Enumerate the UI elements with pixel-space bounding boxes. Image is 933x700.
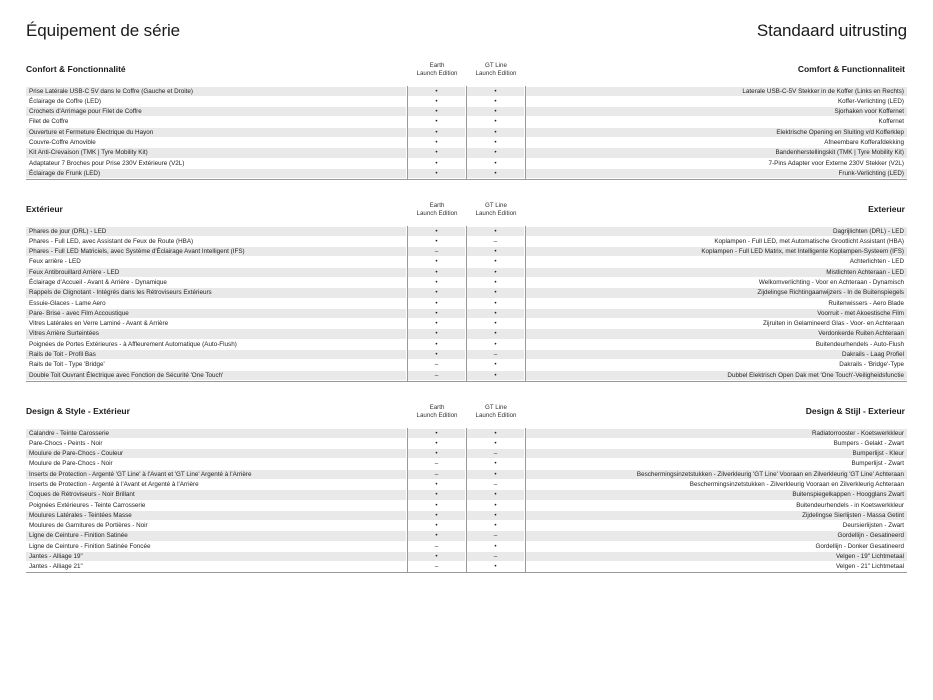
value-earth: • xyxy=(408,148,465,157)
column-divider xyxy=(466,86,467,179)
feature-nl: Voorruit - met Akoestische Film xyxy=(526,309,907,318)
value-earth: • xyxy=(435,237,438,245)
column-header-b xyxy=(467,202,525,218)
feature-nl: Ruitenwissers - Aero Blade xyxy=(828,299,904,307)
feature-fr: Phares de jour (DRL) - LED xyxy=(26,227,406,236)
value-earth: • xyxy=(408,449,465,458)
section-header xyxy=(26,404,907,428)
feature-fr: Ouverture et Fermeture Électrique du Hayon xyxy=(26,128,406,137)
feature-fr: Inserts de Protection - Argenté à l'Avant et Argenté à l'Arrière xyxy=(29,480,199,488)
feature-nl: Velgen - 21" Lichtmetaal xyxy=(835,563,904,571)
column-divider xyxy=(407,86,408,179)
spec-rows xyxy=(26,428,907,572)
feature-fr: Poignées Extérieures - Teinte Carrosserie xyxy=(29,501,146,509)
feature-fr: Moulure de Pare-Chocs - Couleur xyxy=(26,449,406,458)
value-gt-line: • xyxy=(467,371,524,380)
value-gt-line: • xyxy=(494,138,497,146)
value-earth: • xyxy=(435,501,438,509)
column-header-b xyxy=(467,62,525,78)
column-header-line: Launch Edition xyxy=(416,70,458,77)
section-header xyxy=(26,202,907,226)
value-earth: • xyxy=(408,87,465,96)
value-earth: • xyxy=(435,299,438,307)
feature-nl: Deursierlijsten - Zwart xyxy=(842,522,904,530)
feature-nl: Dakrails - Laag Profiel xyxy=(526,350,907,359)
feature-fr: Poignées de Portes Extérieures - à Affleurement Automatique (Auto-Flush) xyxy=(29,340,237,348)
feature-fr: Vitres Latérales en Verre Laminé - Avant & Arrière xyxy=(29,320,169,328)
feature-nl: Bandenherstellingskit (TMK | Tyre Mobility Kit) xyxy=(526,148,907,157)
column-header-line: GT Line xyxy=(485,62,507,69)
feature-nl: Dagrijlichten (DRL) - LED xyxy=(526,227,907,236)
feature-fr: Phares - Full LED, avec Assistant de Feux de Route (HBA) xyxy=(29,237,194,245)
table-bottom-rule xyxy=(26,179,907,180)
feature-nl: Beschermingsinzetstukken - Zilverkleurig 'GT Line' Vooraan en Zilverkleurig 'GT Line' Achteraan xyxy=(526,470,907,479)
column-header-line: Launch Edition xyxy=(475,412,517,419)
value-earth: • xyxy=(435,159,438,167)
value-earth: • xyxy=(408,329,465,338)
value-gt-line: • xyxy=(467,329,524,338)
feature-fr: Moulures Latérales - Teintées Masse xyxy=(26,511,406,520)
spec-section xyxy=(26,62,907,177)
feature-nl: Zijdelingse Richtingaanwijzers - In de Buitenspiegels xyxy=(526,288,907,297)
value-gt-line: • xyxy=(494,439,497,447)
value-earth: • xyxy=(435,118,438,126)
feature-fr: Adaptateur 7 Broches pour Prise 230V Extérieure (V2L) xyxy=(29,159,185,167)
value-gt-line: • xyxy=(467,169,524,178)
feature-nl: Zijruiten in Gelamineerd Glas - Voor- en Achteraan xyxy=(762,320,904,328)
column-divider xyxy=(525,428,526,572)
column-header-line: Earth xyxy=(429,62,445,69)
column-header-a xyxy=(408,404,466,420)
value-gt-line: – xyxy=(467,449,524,458)
feature-fr: Jantes - Alliage 19" xyxy=(26,552,406,561)
feature-nl: Laterale USB-C-5V Stekker in de Koffer (Links en Rechts) xyxy=(526,87,907,96)
value-gt-line: • xyxy=(467,490,524,499)
value-earth: • xyxy=(408,309,465,318)
value-earth: • xyxy=(435,439,438,447)
feature-nl: Gordellijn - Donker Gesatineerd xyxy=(815,542,904,550)
spec-section xyxy=(26,202,907,379)
section-title-nl: Design & Stijl - Exterieur xyxy=(805,406,905,416)
section-title-fr: Design & Style - Extérieur xyxy=(26,406,130,416)
value-gt-line: • xyxy=(467,107,524,116)
column-header-line: Earth xyxy=(429,202,445,209)
value-gt-line: • xyxy=(467,247,524,256)
spec-rows xyxy=(26,86,907,179)
value-earth: • xyxy=(435,522,438,530)
feature-fr: Pare- Brise - avec Film Accoustique xyxy=(26,309,406,318)
feature-fr: Ligne de Ceinture - Finition Satinée xyxy=(26,531,406,540)
value-gt-line: • xyxy=(467,429,524,438)
feature-nl: Koplampen - Full LED Matrix, met Intelligente Koplampen-Systeem (IFS) xyxy=(526,247,907,256)
value-gt-line: – xyxy=(493,237,498,245)
feature-nl: Koffer-Verlichting (LED) xyxy=(837,97,904,105)
value-earth: • xyxy=(408,128,465,137)
value-gt-line: – xyxy=(467,552,524,561)
value-gt-line: • xyxy=(467,309,524,318)
feature-nl: Frunk-Verlichting (LED) xyxy=(526,169,907,178)
section-title-fr: Confort & Fonctionnalité xyxy=(26,64,126,74)
value-gt-line: • xyxy=(494,97,497,105)
column-header-a xyxy=(408,62,466,78)
feature-nl: Zijdelingse Sierlijsten - Massa Getint xyxy=(526,511,907,520)
value-earth: • xyxy=(408,350,465,359)
value-earth: – xyxy=(408,470,465,479)
value-earth: – xyxy=(408,247,465,256)
value-earth: • xyxy=(435,340,438,348)
feature-nl: Afneembare Kofferafdekking xyxy=(824,138,904,146)
feature-nl: Welkomverlichting - Voor en Achteraan - Dynamisch xyxy=(758,278,904,286)
value-gt-line: • xyxy=(494,258,497,266)
value-gt-line: • xyxy=(494,460,497,468)
value-earth: • xyxy=(408,107,465,116)
feature-nl: Elektrische Opening en Sluiting v/d Kofferklep xyxy=(526,128,907,137)
feature-nl: Buitendeurhendels - Auto-Flush xyxy=(815,340,904,348)
value-gt-line: • xyxy=(494,320,497,328)
feature-nl: Mistlichten Achteraan - LED xyxy=(526,268,907,277)
value-gt-line: • xyxy=(467,128,524,137)
feature-fr: Rails de Toit - Profil Bas xyxy=(26,350,406,359)
feature-fr: Filet de Coffre xyxy=(29,118,69,126)
value-gt-line: • xyxy=(494,563,497,571)
section-title-nl: Exterieur xyxy=(868,204,905,214)
value-gt-line: • xyxy=(494,340,497,348)
feature-nl: Radiatorrooster - Koetswerkkleur xyxy=(526,429,907,438)
value-earth: • xyxy=(408,490,465,499)
value-gt-line: • xyxy=(467,87,524,96)
value-gt-line: • xyxy=(467,511,524,520)
value-earth: – xyxy=(434,361,439,369)
feature-fr: Ligne de Ceinture - Finition Satinée Foncée xyxy=(29,542,151,550)
value-earth: • xyxy=(408,511,465,520)
column-header-b xyxy=(467,404,525,420)
feature-fr: Crochets d'Arrimage pour Filet de Coffre xyxy=(26,107,406,116)
value-gt-line: • xyxy=(467,288,524,297)
column-divider xyxy=(525,226,526,381)
value-gt-line: – xyxy=(493,480,498,488)
feature-fr: Calandre - Teinte Carosserie xyxy=(26,429,406,438)
feature-nl: Buitendeurhendels - in Koetswerkkleur xyxy=(796,501,904,509)
value-earth: • xyxy=(435,320,438,328)
value-earth: • xyxy=(408,552,465,561)
feature-fr: Moulure de Pare-Chocs - Noir xyxy=(29,460,113,468)
section-header xyxy=(26,62,907,86)
value-gt-line: • xyxy=(494,278,497,286)
feature-fr: Rails de Toit - Type 'Bridge' xyxy=(29,361,105,369)
feature-fr: Éclairage de Coffre (LED) xyxy=(29,97,101,105)
value-gt-line: • xyxy=(494,522,497,530)
value-earth: – xyxy=(434,542,439,550)
table-bottom-rule xyxy=(26,381,907,382)
feature-fr: Inserts de Protection - Argenté 'GT Line' à l'Avant et 'GT Line' Argenté à l'Arrière xyxy=(26,470,406,479)
feature-fr: Prise Latérale USB-C 5V dans le Coffre (Gauche et Droite) xyxy=(26,87,406,96)
feature-fr: Couvre-Coffre Amovible xyxy=(29,138,96,146)
page-title-nl: Standaard uitrusting xyxy=(756,21,907,40)
feature-fr: Pare-Chocs - Peints - Noir xyxy=(29,439,103,447)
value-gt-line: • xyxy=(467,148,524,157)
feature-nl: Dubbel Elektrisch Open Dak met 'One Touch'-Veiligheidsfunctie xyxy=(526,371,907,380)
value-earth: • xyxy=(408,429,465,438)
feature-nl: Bumpers - Gelakt - Zwart xyxy=(833,439,904,447)
column-header-line: Launch Edition xyxy=(416,210,458,217)
value-earth: • xyxy=(408,227,465,236)
feature-fr: Éclairage d'Accueil - Avant & Arrière - Dynamique xyxy=(29,278,167,286)
column-divider xyxy=(466,428,467,572)
feature-fr: Phares - Full LED Matriciels, avec Système d'Éclairage Avant Intelligent (IFS) xyxy=(26,247,406,256)
column-header-line: GT Line xyxy=(485,404,507,411)
value-earth: • xyxy=(408,268,465,277)
feature-nl: Velgen - 19" Lichtmetaal xyxy=(526,552,907,561)
feature-fr: Moulures de Garnitures de Portières - Noir xyxy=(29,522,148,530)
feature-fr: Essuie-Glaces - Lame Aero xyxy=(29,299,106,307)
value-gt-line: • xyxy=(494,542,497,550)
feature-nl: Koplampen - Full LED, met Automatische Grootlicht Assistant (HBA) xyxy=(714,237,904,245)
feature-nl: Dakrails - 'Bridge'-Type xyxy=(839,361,904,369)
feature-nl: Koffernet xyxy=(878,118,904,126)
value-gt-line: • xyxy=(494,159,497,167)
feature-nl: Buitenspiegelkappen - Hoogglans Zwart xyxy=(526,490,907,499)
column-divider xyxy=(407,428,408,572)
value-gt-line: • xyxy=(467,268,524,277)
spec-rows xyxy=(26,226,907,380)
feature-fr: Éclairage de Frunk (LED) xyxy=(26,169,406,178)
feature-fr: Feux Antibrouillard Arrière - LED xyxy=(26,268,406,277)
value-earth: • xyxy=(435,138,438,146)
value-earth: • xyxy=(408,531,465,540)
feature-fr: Coques de Rétroviseurs - Noir Brillant xyxy=(26,490,406,499)
column-header-line: Earth xyxy=(429,404,445,411)
value-gt-line: • xyxy=(467,470,524,479)
value-gt-line: – xyxy=(467,350,524,359)
column-header-line: Launch Edition xyxy=(475,210,517,217)
column-divider xyxy=(525,86,526,179)
page-title-fr: Équipement de série xyxy=(26,21,181,40)
value-gt-line: • xyxy=(494,361,497,369)
value-gt-line: • xyxy=(494,299,497,307)
column-header-line: GT Line xyxy=(485,202,507,209)
feature-nl: Bumperlijst - Kleur xyxy=(526,449,907,458)
feature-nl: 7-Pins Adapter voor Externe 230V Stekker (V2L) xyxy=(768,159,904,167)
value-gt-line: – xyxy=(467,531,524,540)
value-earth: – xyxy=(434,563,439,571)
value-earth: – xyxy=(434,460,439,468)
section-title-fr: Extérieur xyxy=(26,204,63,214)
column-header-a xyxy=(408,202,466,218)
feature-fr: Feux arrière - LED xyxy=(29,258,81,266)
value-earth: • xyxy=(408,169,465,178)
value-gt-line: • xyxy=(494,118,497,126)
feature-nl: Achterlichten - LED xyxy=(849,258,904,266)
feature-nl: Verdonkerde Ruiten Achteraan xyxy=(526,329,907,338)
feature-nl: Bumperlijst - Zwart xyxy=(851,460,904,468)
feature-fr: Rappels de Clignotant - Intégrés dans les Rétroviseurs Extérieurs xyxy=(26,288,406,297)
feature-fr: Double Toit Ouvrant Électrique avec Fonction de Sécurité 'One Touch' xyxy=(26,371,406,380)
feature-nl: Beschermingsinzetstukken - Zilverkleurig Vooraan en Zilverkleurig Achteraan xyxy=(689,480,904,488)
value-earth: – xyxy=(408,371,465,380)
value-gt-line: • xyxy=(494,501,497,509)
feature-nl: Sjorhaken voor Koffernet xyxy=(526,107,907,116)
column-divider xyxy=(466,226,467,381)
value-earth: • xyxy=(435,258,438,266)
spec-section xyxy=(26,404,907,571)
column-header-line: Launch Edition xyxy=(416,412,458,419)
value-earth: • xyxy=(435,97,438,105)
feature-fr: Vitres Arrière Surteintées xyxy=(26,329,406,338)
column-header-line: Launch Edition xyxy=(475,70,517,77)
feature-fr: Jantes - Alliage 21" xyxy=(29,563,83,571)
value-earth: • xyxy=(435,480,438,488)
table-bottom-rule xyxy=(26,572,907,573)
value-earth: • xyxy=(435,278,438,286)
feature-fr: Kit Anti-Crevaison (TMK | Tyre Mobility Kit) xyxy=(26,148,406,157)
value-earth: • xyxy=(408,288,465,297)
section-title-nl: Comfort & Functionnaliteit xyxy=(797,64,905,74)
feature-nl: Gordellijn - Gesatineerd xyxy=(526,531,907,540)
column-divider xyxy=(407,226,408,381)
value-gt-line: • xyxy=(467,227,524,236)
